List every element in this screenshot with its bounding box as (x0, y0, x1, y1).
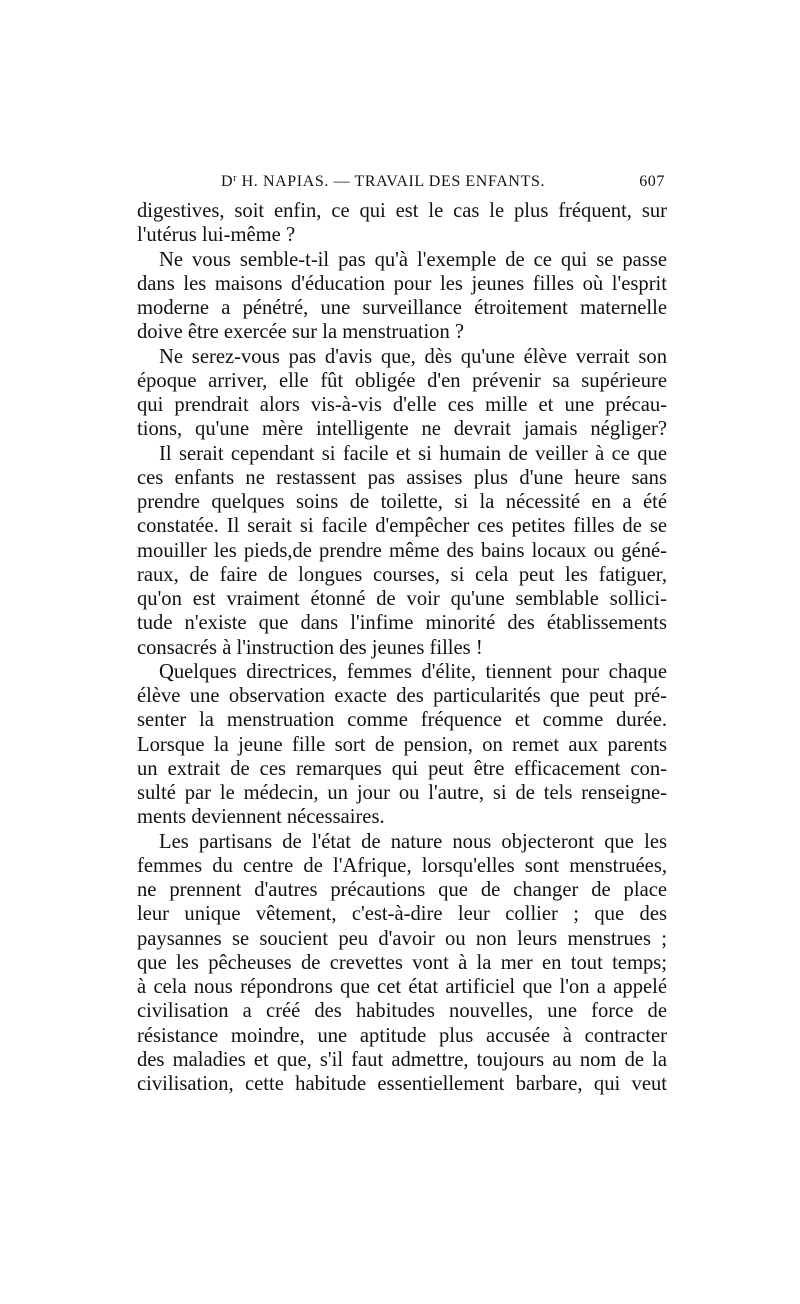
text-line: qu'on est vraiment étonné de voir qu'une semblable sollici- (137, 588, 667, 610)
text-line: dans les maisons d'éducation pour les jeunes filles où l'esprit (137, 272, 667, 295)
text-line: tions, qu'une mère intelligente ne devrait jamais négliger? (137, 418, 667, 441)
text-line: ces enfants ne restassent pas assises plus d'une heure sans (137, 466, 667, 489)
text-line: tude n'existe que dans l'infime minorité des établissements (137, 612, 667, 635)
text-line: paysannes se soucient peu d'avoir ou non leurs menstrues ; (137, 927, 667, 950)
text-line: Les partisans de l'état de nature nous objecteront que les (159, 830, 667, 853)
author-superscript: r (233, 173, 238, 184)
text-line: raux, de faire de longues courses, si cela peut les fatiguer, (137, 563, 667, 586)
text-line: époque arriver, elle fût obligée d'en prévenir sa supérieure (137, 369, 667, 392)
page-number: 607 (639, 173, 665, 190)
text-line: Ne serez-vous pas d'avis que, dès qu'une élève verrait son (159, 345, 667, 368)
running-title (143, 173, 623, 191)
text-line: à cela nous répondrons que cet état artificiel que l'on a appelé (137, 976, 667, 998)
text-line: mouiller les pieds,de prendre même des bains locaux ou géné- (137, 539, 667, 562)
text-line: un extrait de ces remarques qui peut être efficacement con- (137, 757, 667, 780)
text-line: l'utérus lui-même ? (137, 224, 296, 247)
text-line: Il serait cependant si facile et si humain de veiller à ce que (159, 442, 667, 465)
text-line: senter la menstruation comme fréquence et comme durée. (137, 709, 667, 732)
text-line: constatée. Il serait si facile d'empêcher ces petites filles de se (137, 515, 667, 538)
text-line: que les pêcheuses de crevettes vont à la mer en tout temps; (137, 951, 667, 974)
body-text (137, 199, 667, 1096)
text-line: consacrés à l'instruction des jeunes filles ! (137, 636, 483, 659)
book-page (137, 173, 667, 1096)
running-head (137, 173, 667, 199)
text-line: des maladies et que, s'il faut admettre, toujours au nom de la (137, 1048, 667, 1071)
text-line: sulté par le médecin, un jour ou l'autre, si de tels renseigne- (137, 782, 667, 804)
text-line: civilisation a créé des habitudes nouvelles, une force de (137, 1000, 667, 1023)
running-title-text: H. NAPIAS. — TRAVAIL DES ENFANTS. (237, 173, 546, 190)
text-line: Quelques directrices, femmes d'élite, tiennent pour chaque (159, 660, 667, 683)
author-prefix: D (220, 173, 234, 190)
text-line: civilisation, cette habitude essentiellement barbare, qui veut (137, 1073, 667, 1095)
text-line: élève une observation exacte des particularités que peut pré- (137, 685, 667, 707)
text-line: ments deviennent nécessaires. (137, 806, 385, 829)
text-line: digestives, soit enfin, ce qui est le cas le plus fréquent, sur (137, 200, 667, 222)
text-line: doive être exercée sur la menstruation ? (137, 321, 465, 344)
text-line: Ne vous semble-t-il pas qu'à l'exemple de ce qui se passe (159, 248, 667, 271)
text-line: femmes du centre de l'Afrique, lorsqu'elles sont menstruées, (137, 854, 667, 877)
text-line: moderne a pénétré, une surveillance étroitement maternelle (137, 297, 667, 319)
text-line: résistance moindre, une aptitude plus accusée à contracter (137, 1024, 667, 1047)
text-line: prendre quelques soins de toilette, si la nécessité en a été (137, 491, 667, 513)
text-line: ne prennent d'autres précautions que de changer de place (137, 879, 667, 901)
text-line: qui prendrait alors vis-à-vis d'elle ces mille et une précau- (137, 394, 667, 416)
text-line: leur unique vêtement, c'est-à-dire leur collier ; que des (137, 903, 667, 926)
text-line: Lorsque la jeune fille sort de pension, on remet aux parents (137, 733, 667, 756)
